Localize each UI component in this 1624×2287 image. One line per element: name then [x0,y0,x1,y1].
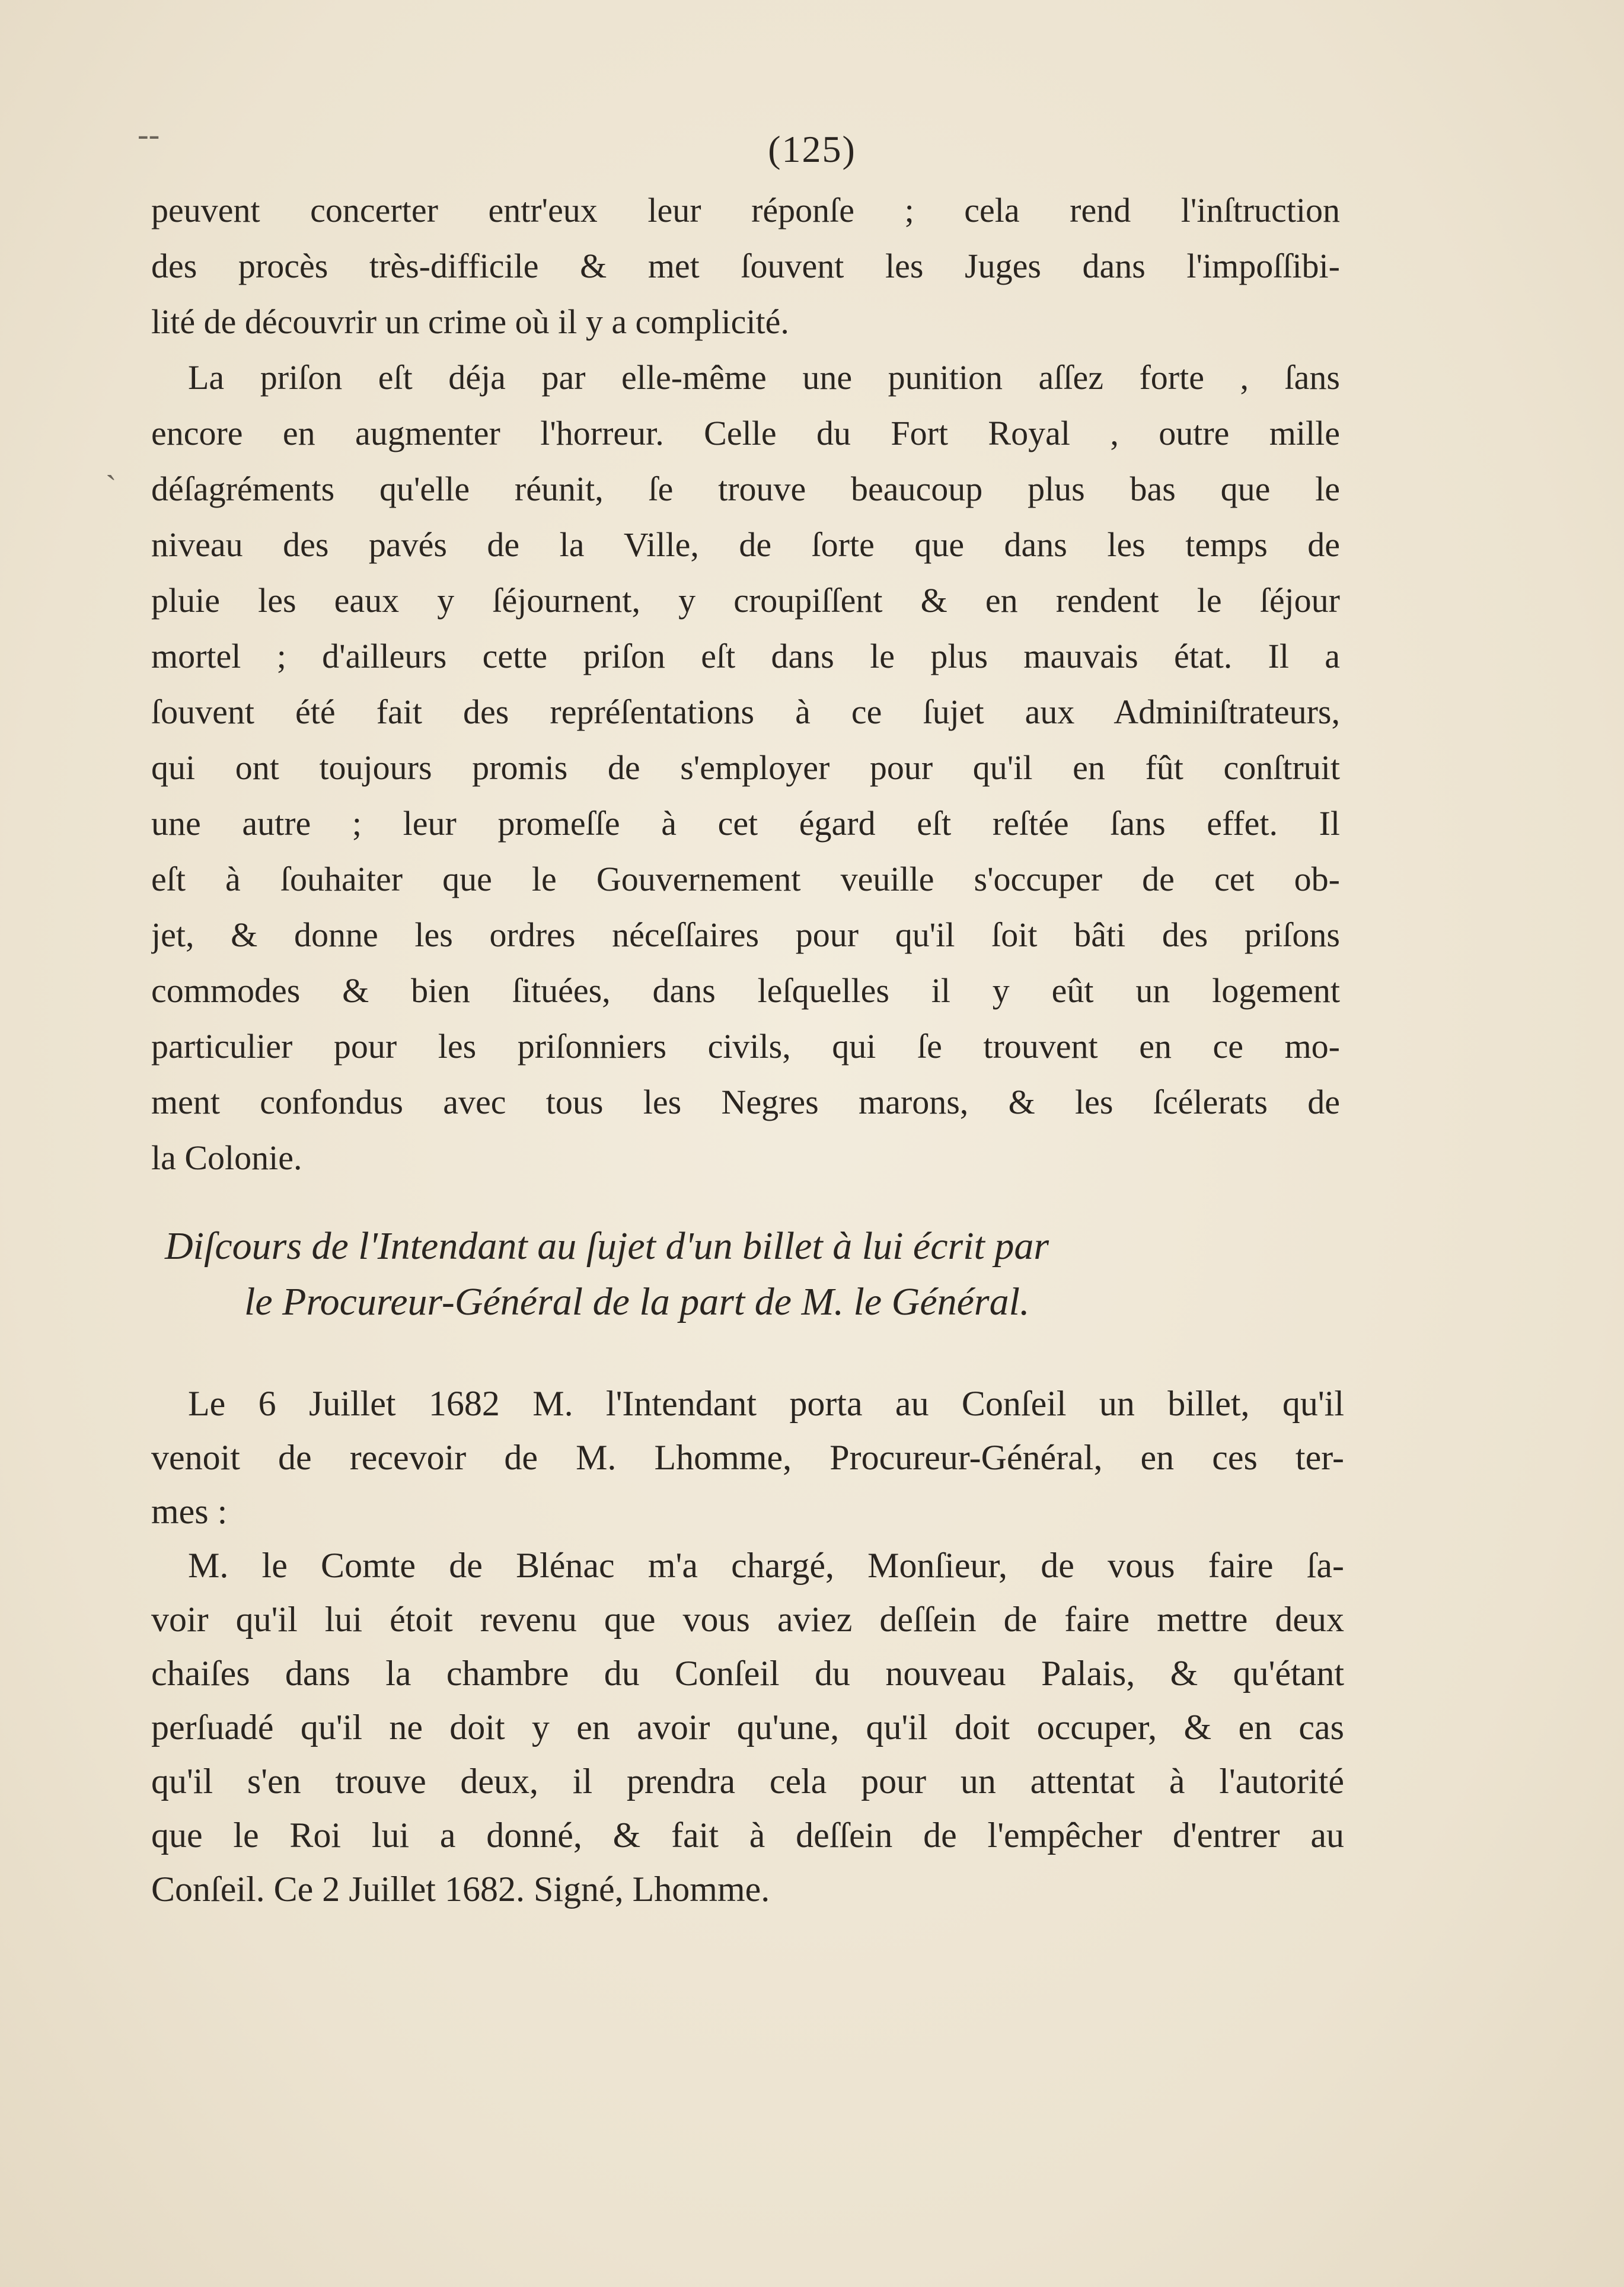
letter-line: venoit de recevoir de M. Lhomme, Procureur-Général, en ces ter- [151,1438,1344,1477]
page-number: (125) [768,128,856,170]
body-line: des procès très-difficile & met ſouvent les Juges dans l'impoſſibi- [151,247,1340,285]
body-line: pluie les eaux y ſéjournent, y croupiſſent & en rendent le ſéjour [151,581,1340,620]
body-line: ment confondus avec tous les Negres marons, & les ſcélerats de [151,1083,1340,1121]
letter-line: perſuadé qu'il ne doit y en avoir qu'une, qu'il doit occuper, & en cas [151,1708,1344,1747]
body-line: lité de découvrir un crime où il y a complicité. [151,302,789,341]
body-line: ſouvent été fait des repréſentations à ce ſujet aux Adminiſtrateurs, [151,693,1340,731]
body-line: commodes & bien ſituées, dans leſquelles il y eût un logement [151,971,1340,1010]
letter-line: M. le Comte de Blénac m'a chargé, Monſieur, de vous faire ſa- [188,1546,1344,1585]
letter-line: mes : [151,1492,228,1531]
letter-line: qu'il s'en trouve deux, il prendra cela pour un attentat à l'autorité [151,1762,1344,1801]
body-line: encore en augmenter l'horreur. Celle du Fort Royal , outre mille [151,414,1340,452]
body-line: qui ont toujours promis de s'employer pour qu'il en fût conſtruit [151,748,1340,787]
body-line: une autre ; leur promeſſe à cet égard eſt reſtée ſans effet. Il [151,804,1340,843]
section-heading [165,1219,1345,1330]
letter-line: voir qu'il lui étoit revenu que vous aviez deſſein de faire mettre deux [151,1600,1344,1639]
section-heading-line: Diſcours de l'Intendant au ſujet d'un billet à lui écrit par [165,1224,1049,1268]
letter-paragraphs [151,1377,1344,1916]
letter-line: Le 6 Juillet 1682 M. l'Intendant porta au Conſeil un billet, qu'il [188,1384,1344,1423]
body-line: peuvent concerter entr'eux leur réponſe ; cela rend l'inſtruction [151,191,1340,229]
body-line: particulier pour les priſonniers civils, qui ſe trouvent en ce mo- [151,1027,1340,1066]
body-line: eſt à ſouhaiter que le Gouvernement veuille s'occuper de cet ob- [151,860,1340,898]
body-paragraphs [151,183,1340,1186]
letter-line: Conſeil. Ce 2 Juillet 1682. Signé, Lhomme. [151,1870,770,1909]
body-line: la Colonie. [151,1138,302,1177]
letter-line: chaiſes dans la chambre du Conſeil du nouveau Palais, & qu'étant [151,1654,1344,1693]
body-line: mortel ; d'ailleurs cette priſon eſt dans le plus mauvais état. Il a [151,637,1340,675]
body-line: La priſon eſt déja par elle-même une punition aſſez forte , ſans [188,358,1340,397]
side-margin-mark: ` [106,469,117,506]
top-margin-mark: -- [138,116,160,153]
body-line: déſagréments qu'elle réunit, ſe trouve beaucoup plus bas que le [151,470,1340,508]
body-line: jet, & donne les ordres néceſſaires pour qu'il ſoit bâti des priſons [151,916,1340,954]
section-heading-line: le Procureur-Général de la part de M. le Général. [244,1280,1030,1323]
letter-line: que le Roi lui a donné, & fait à deſſein de l'empêcher d'entrer au [151,1816,1344,1855]
body-line: niveau des pavés de la Ville, de ſorte que dans les temps de [151,525,1340,564]
